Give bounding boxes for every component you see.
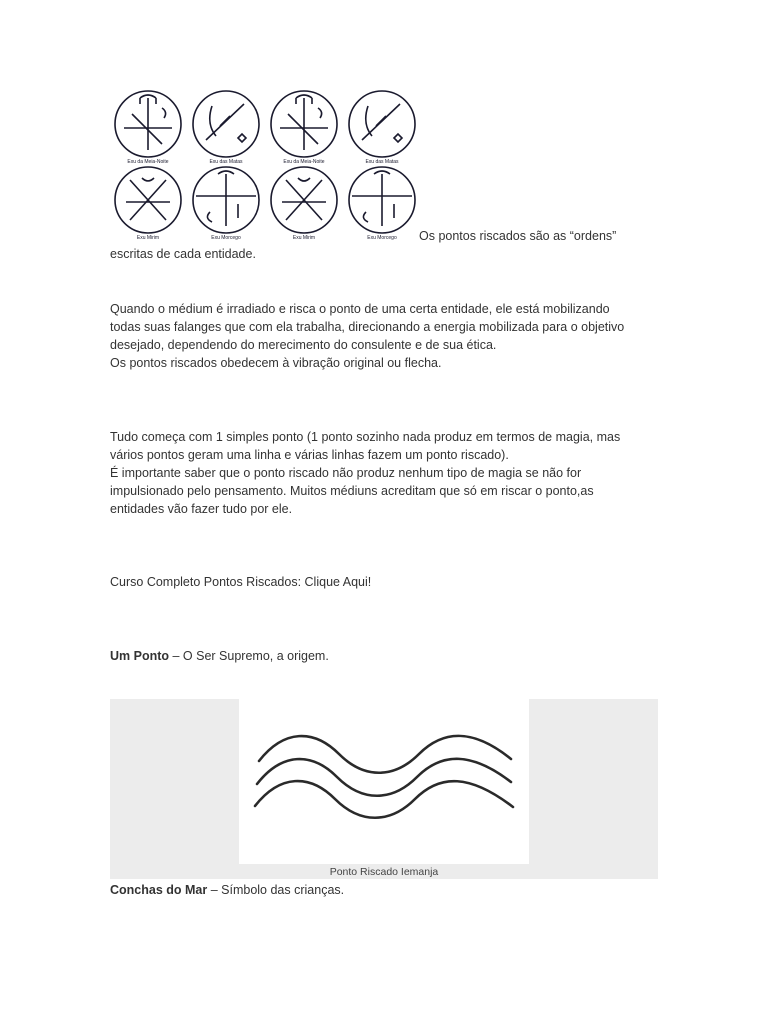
wave-line-2 xyxy=(257,759,511,796)
conchas-line xyxy=(110,881,660,899)
um-ponto-line xyxy=(110,647,660,665)
emblem-label: Exu das Matas xyxy=(365,159,399,165)
paragraph-line: Os pontos riscados obedecem à vibração original ou flecha. xyxy=(110,356,442,370)
emblem-circle-8 xyxy=(349,167,415,233)
emblem-label: Exu Morcego xyxy=(211,235,241,241)
paragraph-line: todas suas falanges que com ela trabalha, direcionando a energia mobilizada para o objetivo xyxy=(110,320,625,334)
paragraph-line: É importante saber que o ponto riscado não produz nenhum tipo de magia se não for xyxy=(110,466,582,480)
um-ponto-description: – O Ser Supremo, a origem. xyxy=(169,649,329,663)
emblem-label: Exu Mirim xyxy=(136,235,160,241)
figure-caption: Ponto Riscado Iemanja xyxy=(329,866,439,878)
emblem-circle-7 xyxy=(271,167,337,233)
emblem-circle-5 xyxy=(115,167,181,233)
conchas-term: Conchas do Mar xyxy=(110,883,208,897)
emblem-circle-2 xyxy=(193,91,259,157)
course-link-text[interactable]: Curso Completo Pontos Riscados: Clique Aqui! xyxy=(110,575,372,589)
emblem-label: Exu da Meia-Noite xyxy=(283,159,325,165)
conchas-description: – Símbolo das crianças. xyxy=(207,883,345,897)
paragraph-line: Tudo começa com 1 simples ponto (1 ponto sozinho nada produz em termos de magia, mas xyxy=(110,430,621,444)
iemanja-waves-image xyxy=(239,699,529,864)
paragraph-line: vários pontos geram uma linha e várias linhas fazem um ponto riscado). xyxy=(110,448,509,462)
paragraph-medium xyxy=(110,300,660,372)
um-ponto-term: Um Ponto xyxy=(110,649,170,663)
emblem-circle-6 xyxy=(193,167,259,233)
emblem-label: Exu Mirim xyxy=(292,235,316,241)
paragraph-line: Quando o médium é irradiado e risca o ponto de uma certa entidade, ele está mobilizando xyxy=(110,302,610,316)
emblem-label: Exu da Meia-Noite xyxy=(127,159,169,165)
emblem-circle-3 xyxy=(271,91,337,157)
emblem-circle-1 xyxy=(115,91,181,157)
intro-text-continued: escritas de cada entidade. xyxy=(110,247,256,261)
paragraph-line: desejado, dependendo do merecimento do consulente e de sua ética. xyxy=(110,338,497,352)
wave-line-3 xyxy=(255,781,513,818)
wave-line-1 xyxy=(259,736,511,773)
emblem-circle-4 xyxy=(349,91,415,157)
paragraph-simple-ponto xyxy=(110,428,660,518)
emblem-label: Exu Morcego xyxy=(367,235,397,241)
pontos-riscados-emblems-image xyxy=(110,86,419,242)
paragraph-line: entidades vão fazer tudo por ele. xyxy=(110,502,293,516)
emblem-label: Exu das Matas xyxy=(209,159,243,165)
paragraph-line: impulsionado pelo pensamento. Muitos médiuns acreditam que só em riscar o ponto,as xyxy=(110,484,594,498)
intro-text: Os pontos riscados são as “ordens” xyxy=(419,229,617,243)
